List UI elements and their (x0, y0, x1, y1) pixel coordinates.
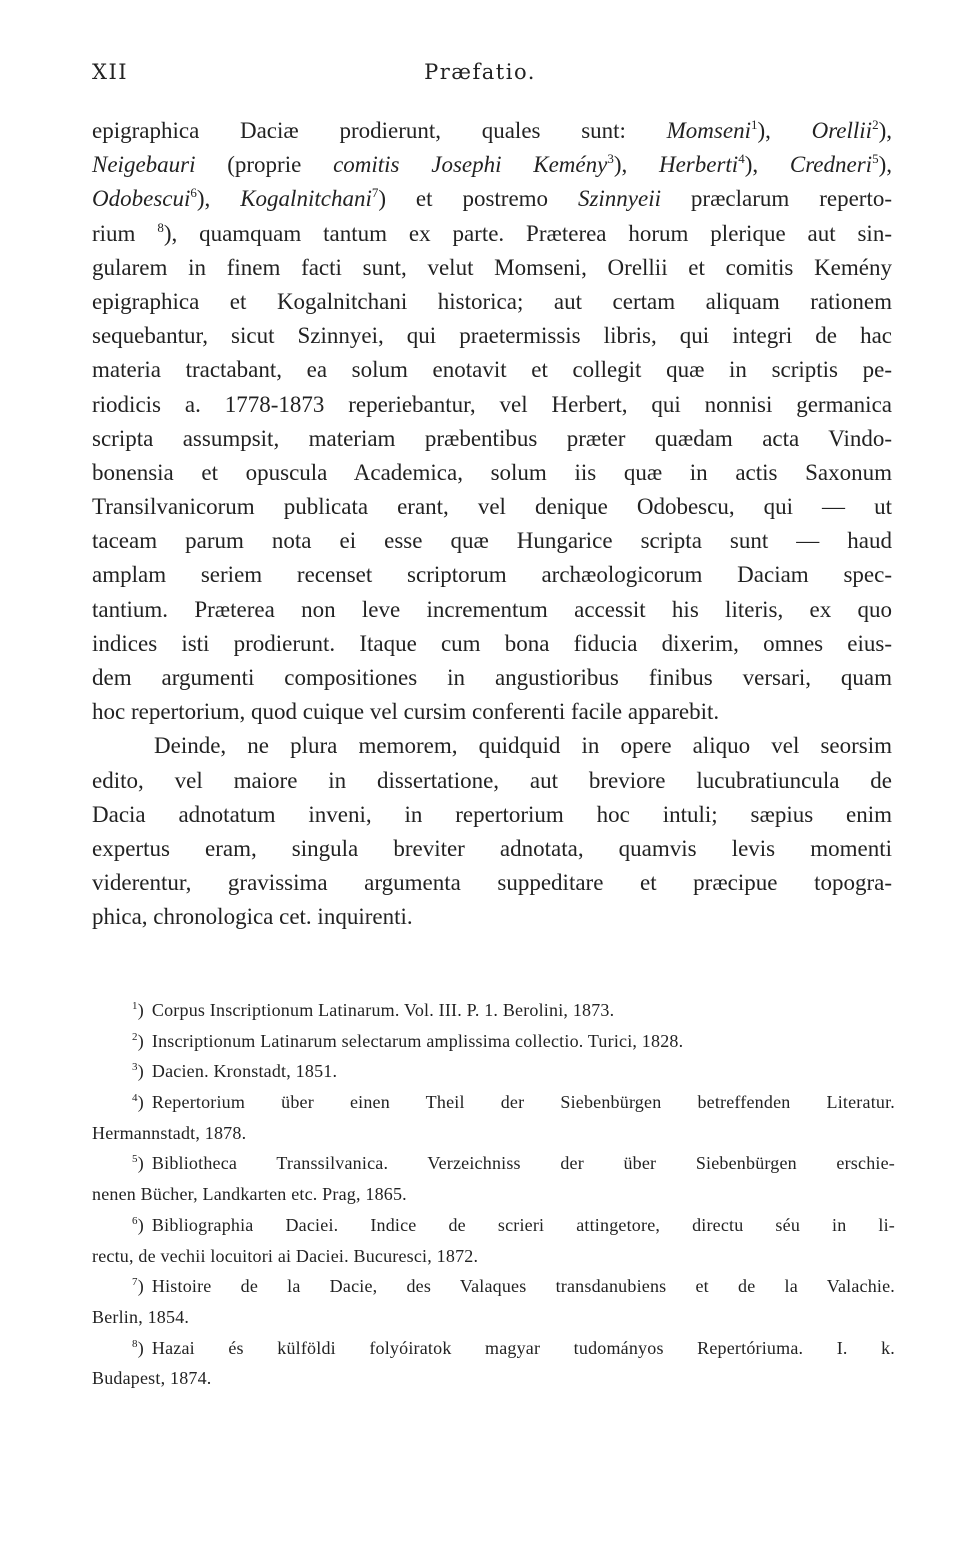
text-run: indices isti prodierunt. Itaque cum bona fiducia dixerim, omnes eius- (92, 630, 892, 656)
body-line (92, 182, 892, 216)
body-line (92, 764, 892, 798)
text-run: phica, chronologica cet. inquirenti. (92, 904, 413, 930)
text-run: bonensia et opuscula Academica, solum iis quæ in actis Saxonum (92, 459, 892, 485)
body-line (92, 661, 892, 695)
footnote-ref: 7 (371, 185, 379, 201)
text-run: gularem in finem facti sunt, velut Momseni, Orellii et comitis Kemény (92, 254, 892, 280)
footnote-number: $^3$) (132, 1061, 144, 1082)
text-run: sequebantur, sicut Szinnyei, qui praetermissis libris, qui integri de hac (92, 323, 892, 349)
body-line (92, 900, 892, 934)
footnote-text: Bibliotheca Transsilvanica. Verzeichniss der über Siebenbürgen erschie- (151, 1153, 895, 1174)
footnote-number: $^2$) (132, 1030, 144, 1051)
text-run: Herberti (658, 152, 739, 178)
footnote-text: Corpus Inscriptionum Latinarum. Vol. III. P. 1. Berolini, 1873. (151, 1000, 615, 1020)
footnote-ref: 6 (190, 185, 197, 201)
text-run: taceam parum nota ei esse quæ Hungarice scripta sunt — haud (92, 528, 892, 554)
footnote-text: Hermannstadt, 1878. (92, 1122, 247, 1143)
text-run: Dacia adnotatum inveni, in repertorium hoc intuli; sæpius enim (92, 801, 892, 827)
text-run: ) et postremo (378, 186, 578, 212)
footnote-line (92, 1363, 895, 1394)
text-run: ), quamquam tantum ex parte. Præterea horum plerique aut sin- (163, 220, 892, 246)
footnote-text: Dacien. Kronstadt, 1851. (151, 1061, 338, 1082)
text-run: comitis Josephi Kemény (333, 152, 608, 178)
text-run: Neigebauri (92, 152, 196, 178)
footnote-line (92, 1026, 895, 1057)
text-run: rium (92, 220, 158, 246)
footnote-line (92, 1056, 895, 1087)
text-run: ), (744, 152, 790, 178)
footnote-line (92, 1271, 895, 1302)
text-run: edito, vel maiore in dissertatione, aut breviore lucubratiuncula de (92, 767, 892, 793)
text-run: Momseni (666, 118, 751, 143)
text-run: ), (196, 186, 241, 212)
body-line (92, 798, 892, 832)
footnotes (92, 995, 895, 1394)
body-line (92, 456, 892, 490)
footnote-text: nenen Bücher, Landkarten etc. Prag, 1865. (92, 1184, 407, 1205)
body-line (92, 695, 892, 729)
body-line (92, 422, 892, 456)
text-run: riodicis a. 1778-1873 reperiebantur, vel Herbert, qui nonnisi germanica (92, 391, 892, 417)
page-header (92, 60, 868, 100)
page-number: XII (92, 60, 129, 84)
footnote-number: $^4$) (132, 1092, 144, 1113)
footnote-ref: 8 (157, 219, 164, 235)
body-line (92, 353, 892, 387)
body-line (92, 251, 892, 285)
footnote-text: Inscriptionum Latinarum selectarum amplissima collectio. Turici, 1828. (151, 1030, 684, 1051)
text-run: expertus eram, singula breviter adnotata, quamvis levis momenti (92, 835, 892, 861)
text-run: tantium. Præterea non leve incrementum accessit his literis, ex quo (92, 596, 892, 622)
footnote-line (92, 1179, 895, 1210)
text-run: Credneri (789, 152, 873, 178)
text-run: viderentur, gravissima argumenta suppeditare et præcipue topogra- (92, 870, 892, 896)
footnote-text: Histoire de la Dacie, des Valaques transdanubiens et de la Valachie. (151, 1276, 895, 1297)
footnote-line (92, 1302, 895, 1333)
footnote-ref: 1 (750, 117, 758, 132)
text-run: (proprie (195, 152, 334, 178)
body-line (92, 148, 892, 182)
body-line (92, 558, 892, 592)
footnote-text: Berlin, 1854. (92, 1306, 190, 1327)
footnote-number: $^7$) (132, 1276, 144, 1297)
body-line (92, 729, 892, 763)
text-run: Odobescui (92, 186, 191, 212)
text-run: præclarum reperto- (661, 186, 892, 212)
text-run: epigraphica et Kogalnitchani historica; aut certam aliquam rationem (92, 288, 892, 314)
footnote-line (92, 995, 895, 1026)
footnote-ref: 4 (738, 151, 745, 167)
text-run: ), (613, 152, 659, 178)
footnote-number: $^5$) (132, 1153, 144, 1174)
footnote-line (92, 1118, 895, 1149)
body-line (92, 217, 892, 251)
footnote-text: rectu, de vechii locuitori ai Daciei. Bucuresci, 1872. (92, 1245, 479, 1266)
body-line (92, 832, 892, 866)
footnote-line (92, 1241, 895, 1272)
footnote-number: $^8$) (132, 1337, 144, 1358)
text-run: ), (878, 152, 892, 178)
text-run: Kogalnitchani (240, 186, 372, 212)
footnote-text: Bibliographia Daciei. Indice de scrieri attingetore, directu séu in li- (151, 1214, 895, 1235)
footnote-number: $^6$) (132, 1214, 144, 1235)
footnote-line (92, 1333, 895, 1364)
text-run: amplam seriem recenset scriptorum archæologicorum Daciam spec- (92, 562, 892, 588)
text-run: Szinnyeii (577, 186, 662, 212)
body-line (92, 285, 892, 319)
text-run: Transilvanicorum publicata erant, vel denique Odobescu, qui — ut (92, 494, 892, 520)
footnote-ref: 2 (872, 117, 879, 132)
footnote-line (92, 1210, 895, 1241)
footnote-text: Budapest, 1874. (92, 1368, 212, 1389)
body-line (92, 866, 892, 900)
body-line (92, 114, 892, 148)
footnote-line (92, 1087, 895, 1118)
text-run: dem argumenti compositiones in angustioribus finibus versari, quam (92, 665, 892, 690)
text-run: epigraphica Daciæ prodierunt, quales sunt: (92, 118, 667, 143)
body-line (92, 593, 892, 627)
text-run: hoc repertorium, quod cuique vel cursim conferenti facile apparebit. (92, 699, 720, 725)
text-run: Deinde, ne plura memorem, quidquid in opere aliquo vel seorsim (154, 733, 892, 759)
text-run: ), (757, 118, 812, 143)
body-line (92, 490, 892, 524)
footnote-text: Hazai és külföldi folyóiratok magyar tudományos Repertóriuma. I. k. (151, 1337, 895, 1358)
body-text (92, 114, 892, 935)
body-line (92, 627, 892, 661)
footnote-ref: 5 (872, 151, 879, 167)
footnote-number: $^1$) (132, 1000, 144, 1020)
text-run: ), (878, 118, 892, 143)
body-line (92, 524, 892, 558)
text-run: Orellii (811, 118, 873, 143)
text-run: scripta assumpsit, materiam præbentibus præter quædam acta Vindo- (92, 425, 892, 451)
running-head: Præfatio. (424, 60, 536, 84)
footnote-ref: 3 (607, 151, 614, 167)
body-line (92, 319, 892, 353)
text-run: materia tractabant, ea solum enotavit et collegit quæ in scriptis pe- (92, 357, 892, 383)
footnote-text: Repertorium über einen Theil der Siebenbürgen betreffenden Literatur. (151, 1092, 895, 1113)
body-line (92, 388, 892, 422)
footnote-line (92, 1148, 895, 1179)
